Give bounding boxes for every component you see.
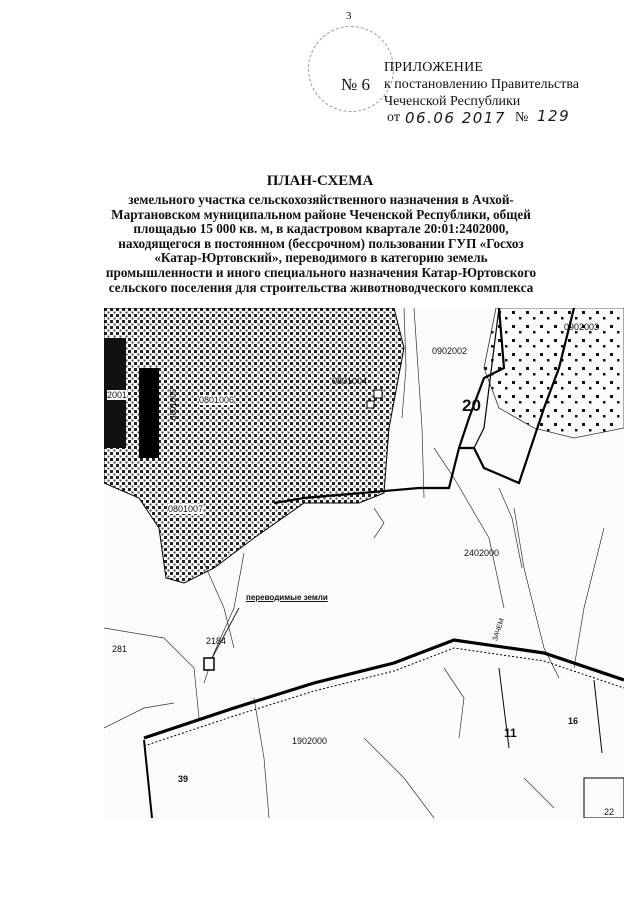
page-number: 3 <box>346 10 352 22</box>
quarter-label-2402000: 2402000 <box>464 548 500 558</box>
appendix-block <box>384 59 579 110</box>
seal-number: № 6 <box>341 75 370 94</box>
road-edge <box>144 648 624 746</box>
number-prefix: № <box>515 110 529 125</box>
transferred-plot <box>204 658 214 670</box>
plot-16-lines <box>499 668 602 753</box>
appendix-line-1: к постановлению Правительства <box>384 77 580 92</box>
subtitle-line-5: «Катар-Юртовский», переводимого в категорию земель <box>154 250 488 266</box>
small-structure-2 <box>367 401 374 408</box>
quarter-label-0801005: 0801005 <box>169 388 178 420</box>
subtitle-line-7: сельского поселения для строительства животноводческого комплекса <box>108 279 534 295</box>
decree-date: 06.06 2017 <box>405 109 506 127</box>
subtitle-line-1: земельного участка сельскохозяйственного назначения в Ачхой- <box>128 192 514 207</box>
transferred-plot-leader <box>212 608 239 658</box>
quarter-label-0801006: 0801006 <box>199 395 235 405</box>
quarter-label-0902003: 0902003 <box>564 322 600 332</box>
quarter-label-0801007: 0801007 <box>168 504 204 514</box>
appendix-line-2: Чеченской Республики <box>384 94 521 109</box>
quarter-label-0902002: 0902002 <box>432 346 468 356</box>
quarter-label-2001: 2001 <box>107 390 128 400</box>
settlement-area-east <box>484 308 624 438</box>
official-seal <box>308 26 394 112</box>
quarter-label-0801004: 0801004 <box>332 376 368 386</box>
plot-label-22: 22 <box>604 807 615 817</box>
cadastral-map <box>104 308 624 818</box>
zone-label-11: 11 <box>504 726 517 740</box>
date-prefix: от <box>387 110 400 125</box>
plot-label-2184: 2184 <box>206 636 227 646</box>
subtitle-line-4: находящегося в постоянном (бессрочном) пользовании ГУП «Госхоз <box>118 235 524 251</box>
document-subtitle <box>82 193 560 295</box>
subtitle-line-2: Мартановском муниципальном районе Чеченской Республики, общей <box>111 206 531 222</box>
appendix-title: ПРИЛОЖЕНИЕ <box>384 60 484 75</box>
subtitle-line-3: площадью 15 000 кв. м, в кадастровом квартале 20:01:2402000, <box>133 221 509 237</box>
dark-block <box>139 368 159 458</box>
road-name-label: ЗАЧЕМ <box>492 617 506 643</box>
plot-boundary-39 <box>144 740 152 818</box>
decree-number: 129 <box>537 107 571 125</box>
document-heading: ПЛАН-СХЕМА <box>266 173 374 189</box>
plot-label-39: 39 <box>178 774 189 784</box>
plot-label-16: 16 <box>568 716 579 726</box>
plot-label-281: 281 <box>112 644 128 654</box>
quarter-label-1902000: 1902000 <box>292 736 328 746</box>
small-structure <box>374 390 382 398</box>
transferred-land-label: переводимые земли <box>246 593 328 602</box>
road-boundary <box>144 640 624 738</box>
subtitle-line-6: промышленности и иного специального назначения Катар-Юртовского <box>105 264 537 280</box>
district-number-label: 20 <box>462 396 481 415</box>
